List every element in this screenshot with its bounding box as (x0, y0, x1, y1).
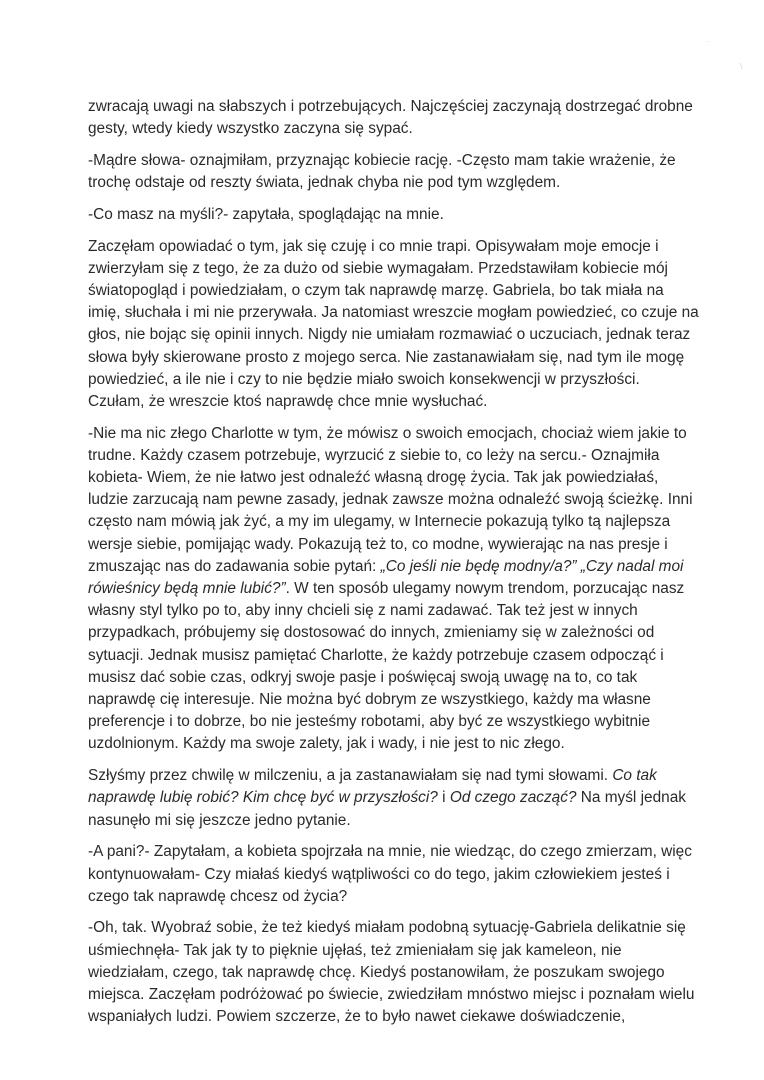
paragraph (88, 96, 700, 140)
italic-text-segment: „Co jeśli nie będę modny/a?” „Czy nadal moi rówieśnicy będą mnie lubić?” (88, 557, 684, 598)
text-segment: -Co masz na myśli?- zapytała, spoglądając na mnie. (88, 205, 444, 223)
text-segment: Szłyśmy przez chwilę w milczeniu, a ja zastanawiałam się nad tymi słowami. (88, 767, 613, 785)
text-segment: Zaczęłam opowiadać o tym, jak się czuję i co mnie trapi. Opisywałam moje emocje i zwierzyłam się z tego, że za dużo od siebie wymagałam. Przedstawiłam kobiecie mój światopogląd i powiedziałam, o czym tak naprawdę marzę. Gabriela, bo tak miała na imię, słuchała i mi nie przerywała. Ja natomiast wreszcie mogłam powiedzieć, co czuje na głos, nie bojąc się opinii innych. Nigdy nie umiałam rozmawiać o uczuciach, jednak teraz słowa były skierowane prosto z mojego serca. Nie zastanawiałam się, nad tym ile mogę powiedzieć, a ile nie i czy to nie będzie miało swoich konsekwencji w przyszłości. Czułam, że wreszcie ktoś naprawdę chce mnie wysłuchać. (88, 237, 699, 410)
text-segment: -A pani?- Zapytałam, a kobieta spojrzała na mnie, nie wiedząc, do czego zmierzam, więc kontynuowałam- Czy miałaś kiedyś wątpliwości co do tego, jakim człowiekiem jesteś i czego tak naprawdę chcesz od życia? (88, 843, 692, 905)
document-page (88, 96, 700, 1038)
text-segment: Na myśl jednak nasunęło mi się jeszcze jedno pytanie. (88, 789, 686, 829)
text-segment: . W ten sposób ulegamy nowym trendom, porzucając nasz własny styl tylko po to, aby inny chcieli się z nami zadawać. Tak też jest w innych przypadkach, próbujemy się dostosować do innych, zmieniamy się w zależności od sytuacji. Jednak musisz pamiętać Charlotte, że każdy potrzebuje czasem odpocząć i musisz dać sobie czas, odkryj swoje pasje i poświęcaj swoją uwagę na to, co tak naprawdę cię interesuje. Nie można być dobrym ze wszystkiego, każdy ma własne preferencje i to dobrze, bo nie jesteśmy robotami, aby być ze wszystkiego wybitnie uzdolnionym. Każdy ma swoje zalety, jak i wady, i nie jest to nic złego. (88, 580, 685, 753)
text-segment: -Mądre słowa- oznajmiłam, przyznając kobiecie rację. -Często mam takie wrażenie, że trochę odstaje od reszty świata, jednak chyba nie pod tym względem. (88, 151, 676, 192)
paragraph (88, 204, 700, 226)
paragraph (88, 765, 700, 832)
paragraph (88, 841, 700, 908)
italic-text-segment: Co tak naprawdę lubię robić? Kim chcę być w przyszłości? (88, 767, 657, 807)
scan-artifact-mark: · (707, 38, 710, 46)
paragraph (88, 236, 700, 414)
italic-text-segment: Od czego zacząć? (449, 789, 577, 807)
text-segment: -Oh, tak. Wyobraź sobie, że też kiedyś miałam podobną sytuację-Gabriela delikatnie się uśmiechnęła- Tak jak ty to pięknie ujęłaś, też zmieniałam się jak kameleon, nie wiedziałam, czego, tak naprawdę chcę. Kiedyś postanowiłam, że poszukam swojego miejsca. Zaczęłam podróżować po świecie, zwiedziłam mnóstwo miejsc i poznałam wielu wspaniałych ludzi. Powiem szczerze, że to było nawet ciekawe doświadczenie, (88, 919, 695, 1026)
paragraph (88, 917, 700, 1028)
text-segment: i (437, 789, 450, 807)
paragraph (88, 423, 700, 756)
text-segment: zwracają uwagi na słabszych i potrzebujących. Najczęściej zaczynają dostrzegać drobne gesty, wtedy kiedy wszystko zaczyna się sypać. (88, 98, 693, 138)
text-segment: -Nie ma nic złego Charlotte w tym, że mówisz o swoich emocjach, chociaż wiem jakie to trudne. Każdy czasem potrzebuje, wyrzucić z siebie to, co leży na sercu.- Oznajmiła kobieta- Wiem, że nie łatwo jest odnaleźć własną drogę życia. Tak jak powiedziałaś, ludzie zarzucają nam pewne zasady, jednak zawsze można odnaleźć swoją ścieżkę. Inni często nam mówią jak żyć, a my im ulegamy, w Internecie pokazują tylko tą najlepsza wersje siebie, pomijając wady. Pokazują też to, co modne, wywierając na nas presje i zmuszając nas do zadawania sobie pytań: (88, 424, 693, 575)
scan-artifact-mark: \ (740, 62, 743, 70)
paragraph (88, 150, 700, 194)
